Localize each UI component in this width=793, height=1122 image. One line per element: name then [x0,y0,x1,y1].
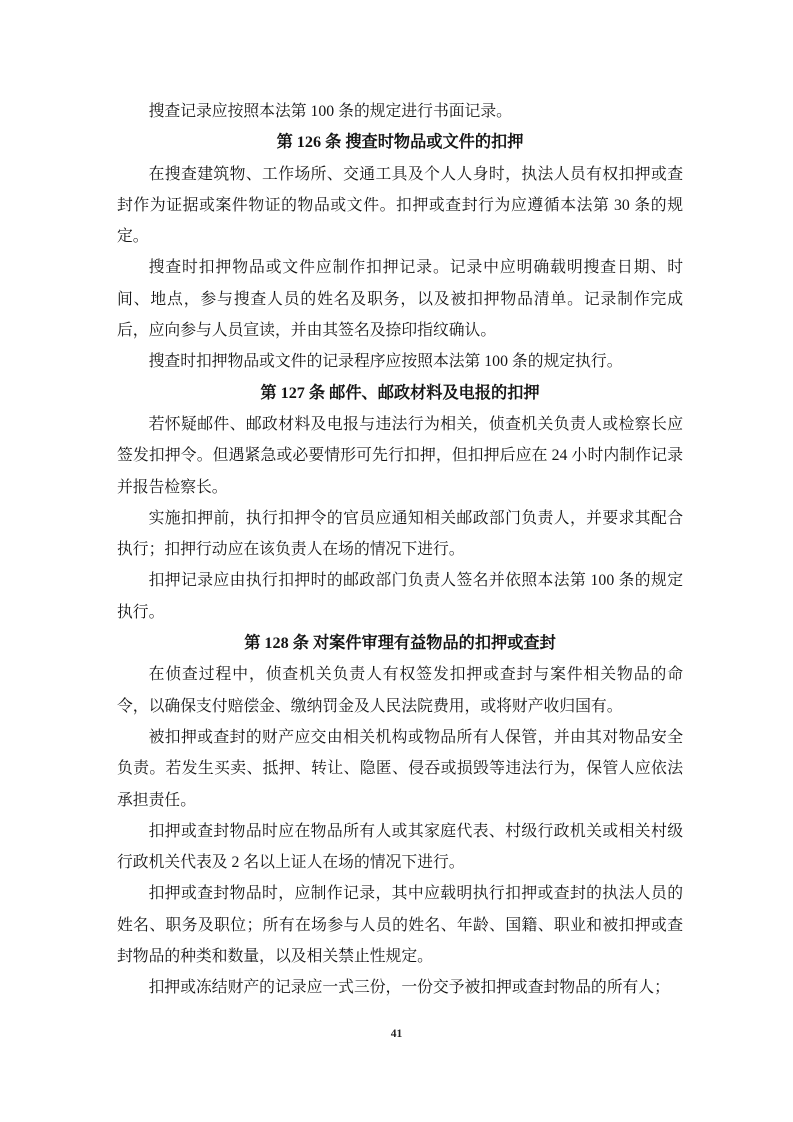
body-paragraph: 实施扣押前，执行扣押令的官员应通知相关邮政部门负责人，并要求其配合执行；扣押行动应在该负责人在场的情况下进行。 [117,509,683,559]
article-heading: 第 127 条 邮件、邮政材料及电报的扣押 [260,383,540,402]
article-heading: 第 128 条 对案件审理有益物品的扣押或查封 [244,634,556,653]
body-paragraph: 若怀疑邮件、邮政材料及电报与违法行为相关，侦查机关负责人或检察长应签发扣押令。但遇紧急或必要情形可先行扣押，但扣押后应在 24 小时内制作记录并报告检察长。 [117,415,683,496]
body-paragraph: 在侦查过程中，侦查机关负责人有权签发扣押或查封与案件相关物品的命令，以确保支付赔偿金、缴纳罚金及人民法院费用，或将财产收归国有。 [117,666,683,715]
body-paragraph: 扣押记录应由执行扣押时的邮政部门负责人签名并依照本法第 100 条的规定执行。 [117,572,683,621]
body-paragraph: 扣押或冻结财产的记录应一式三份，一份交予被扣押或查封物品的所有人； [148,979,670,997]
body-paragraph: 扣押或查封物品时应在物品所有人或其家庭代表、村级行政机关或相关村级行政机关代表及 2 名以上证人在场的情况下进行。 [117,822,683,872]
body-paragraph: 搜查时扣押物品或文件的记录程序应按照本法第 100 条的规定执行。 [148,353,623,371]
body-paragraph: 搜查记录应按照本法第 100 条的规定进行书面记录。 [148,103,512,120]
document-body [117,96,683,1004]
article-heading: 第 126 条 搜查时物品或文件的扣押 [276,133,524,152]
body-paragraph: 被扣押或查封的财产应交由相关机构或物品所有人保管，并由其对物品安全负责。若发生买卖、抵押、转让、隐匿、侵吞或损毁等违法行为，保管人应依法承担责任。 [117,728,683,809]
body-paragraph: 搜查时扣押物品或文件应制作扣押记录。记录中应明确载明搜查日期、时间、地点，参与搜查人员的姓名及职务，以及被扣押物品清单。记录制作完成后，应向参与人员宣读，并由其签名及捺印指纹确认。 [117,259,683,340]
page-number: 41 [390,1028,403,1040]
body-paragraph: 在搜查建筑物、工作场所、交通工具及个人人身时，执法人员有权扣押或查封作为证据或案件物证的物品或文件。扣押或查封行为应遵循本法第 30 条的规定。 [117,165,683,246]
body-paragraph: 扣押或查封物品时，应制作记录，其中应载明执行扣押或查封的执法人员的姓名、职务及职位；所有在场参与人员的姓名、年龄、国籍、职业和被扣押或查封物品的种类和数量，以及相关禁止性规定。 [117,885,683,966]
